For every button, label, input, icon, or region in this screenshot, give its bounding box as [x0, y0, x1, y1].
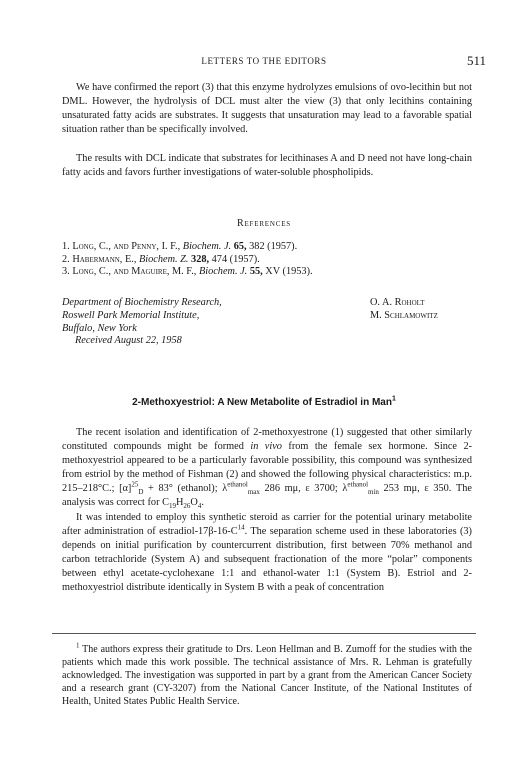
reference-authors: Habermann, E., [72, 253, 137, 265]
reference-volume: 65, [233, 241, 247, 252]
text-run: 253 mμ, ε 350. The analysis was correct for C [62, 483, 472, 508]
running-header: LETTERS TO THE EDITORS [201, 56, 327, 66]
superscript: 25 [131, 480, 139, 489]
text-run-italic: in vivo [250, 441, 282, 452]
subscript: 26 [183, 502, 191, 511]
text-run: + 83° (ethanol); λ [143, 483, 228, 494]
reference-authors: Long, C., and Maguire, M. F., [72, 266, 197, 277]
reference-journal: Biochem. Z. [138, 253, 189, 265]
text-run: O [190, 497, 198, 508]
reference-volume: 55, [249, 266, 263, 277]
reference-pages: 474 (1957). [211, 253, 260, 265]
text-run: from the female sex hormone. Since 2-methoxyestriol appeared to be a particularly favorable possibility, this compound was synthesized from estriol by the method of Fishman (2) and showed the following physical characteristics: m.p. 215–218°C.; [α] [62, 441, 473, 494]
text-run: It was intended to employ this synthetic steroid as carrier for the potential urinary metabolite after administration of estradiol-17β-16-C [62, 512, 472, 537]
text-run: 286 mμ, ε 3700; λ [259, 483, 348, 494]
references-heading: References [237, 218, 291, 229]
reference-journal: Biochem. J. [198, 266, 248, 277]
reference-authors: Long, C., and Penny, I. F., [72, 241, 181, 252]
text-run: . [201, 497, 204, 508]
text-run: H [175, 497, 184, 508]
reference-item [62, 266, 482, 279]
reference-number: 1. [62, 241, 70, 252]
article-title [0, 397, 528, 408]
subscript: D [138, 488, 144, 497]
body-paragraph-1: We have confirmed the report (3) that this enzyme hydrolyzes emulsions of ovo-lecithin but not DML. However, the hydrolysis of DCL must alter the view (3) that only lecithins containing unsaturated fatty acids are substrates. It suggests that unsaturation may lead to a favorable spatial situation rather than be specifically involved. [62, 82, 472, 135]
superscript: ethanol [227, 480, 248, 489]
footnote-mark: 1 [76, 641, 80, 650]
received-date: Received August 22, 1958 [75, 335, 182, 346]
body-paragraph-2: The results with DCL indicate that substrates for lecithinases A and D need not have long-chain fatty acids and favors further investigations of water-soluble phospholipids. [62, 153, 472, 178]
reference-item [62, 241, 482, 254]
text-run: The recent isolation and identification of 2-methoxyestrone (1) suggested that other similarly constituted compounds might be formed [62, 427, 472, 452]
author-name: M. Schlamowitz [370, 310, 438, 321]
reference-item [62, 254, 482, 267]
author-block [370, 296, 438, 322]
reference-number: 2. [62, 253, 70, 265]
affiliation-city: Buffalo, New York [62, 323, 137, 334]
superscript: 14 [237, 523, 245, 532]
text-run: . The separation scheme used in these laboratories (3) depends on initial purification by countercurrent distribution, first between 70% methanol and carbon tetrachloride (System A) and subsequent fractionation of the more “polar” components between ethyl acetate-cyclohexane 1:1 and ethanol-water 1:1 (System B). Estriol and 2-methoxyestriol distribute identically in System B with a peak of concentration [62, 526, 472, 593]
reference-pages: XV (1953). [265, 266, 313, 277]
affiliation-department: Department of Biochemistry Research, [62, 297, 222, 308]
reference-journal: Biochem. J. [182, 241, 232, 252]
references-list [62, 241, 482, 279]
subscript: min [368, 488, 379, 497]
subscript: 4 [197, 502, 202, 511]
reference-pages: 382 (1957). [249, 241, 298, 252]
article-title-text: 2-Methoxyestriol: A New Metabolite of Estradiol in Man [132, 397, 392, 408]
reference-volume: 328, [191, 253, 210, 265]
footnote-divider [52, 633, 476, 634]
affiliation-block [62, 296, 222, 335]
title-footnote-mark: 1 [391, 395, 396, 403]
author-name: O. A. Roholt [370, 297, 425, 308]
reference-number: 3. [62, 266, 70, 277]
article-paragraph-2 [62, 511, 472, 595]
superscript: ethanol [347, 480, 369, 489]
subscript: max [247, 488, 260, 497]
page-number: 511 [466, 53, 486, 68]
footnote [62, 643, 472, 708]
affiliation-institute: Roswell Park Memorial Institute, [62, 310, 200, 321]
footnote-text: The authors express their gratitude to Drs. Leon Hellman and B. Zumoff for the studies with the patients which made this work possible. The technical assistance of Mrs. R. Lehman is gratefully acknowledged. The investigation was supported in part by a grant from the American Cancer Society and a research grant (CY-3207) from the National Cancer Institute, of the National Institutes of Health, United States Public Health Service. [62, 644, 472, 707]
subscript: 19 [168, 502, 176, 511]
article-paragraph-1 [62, 426, 472, 510]
